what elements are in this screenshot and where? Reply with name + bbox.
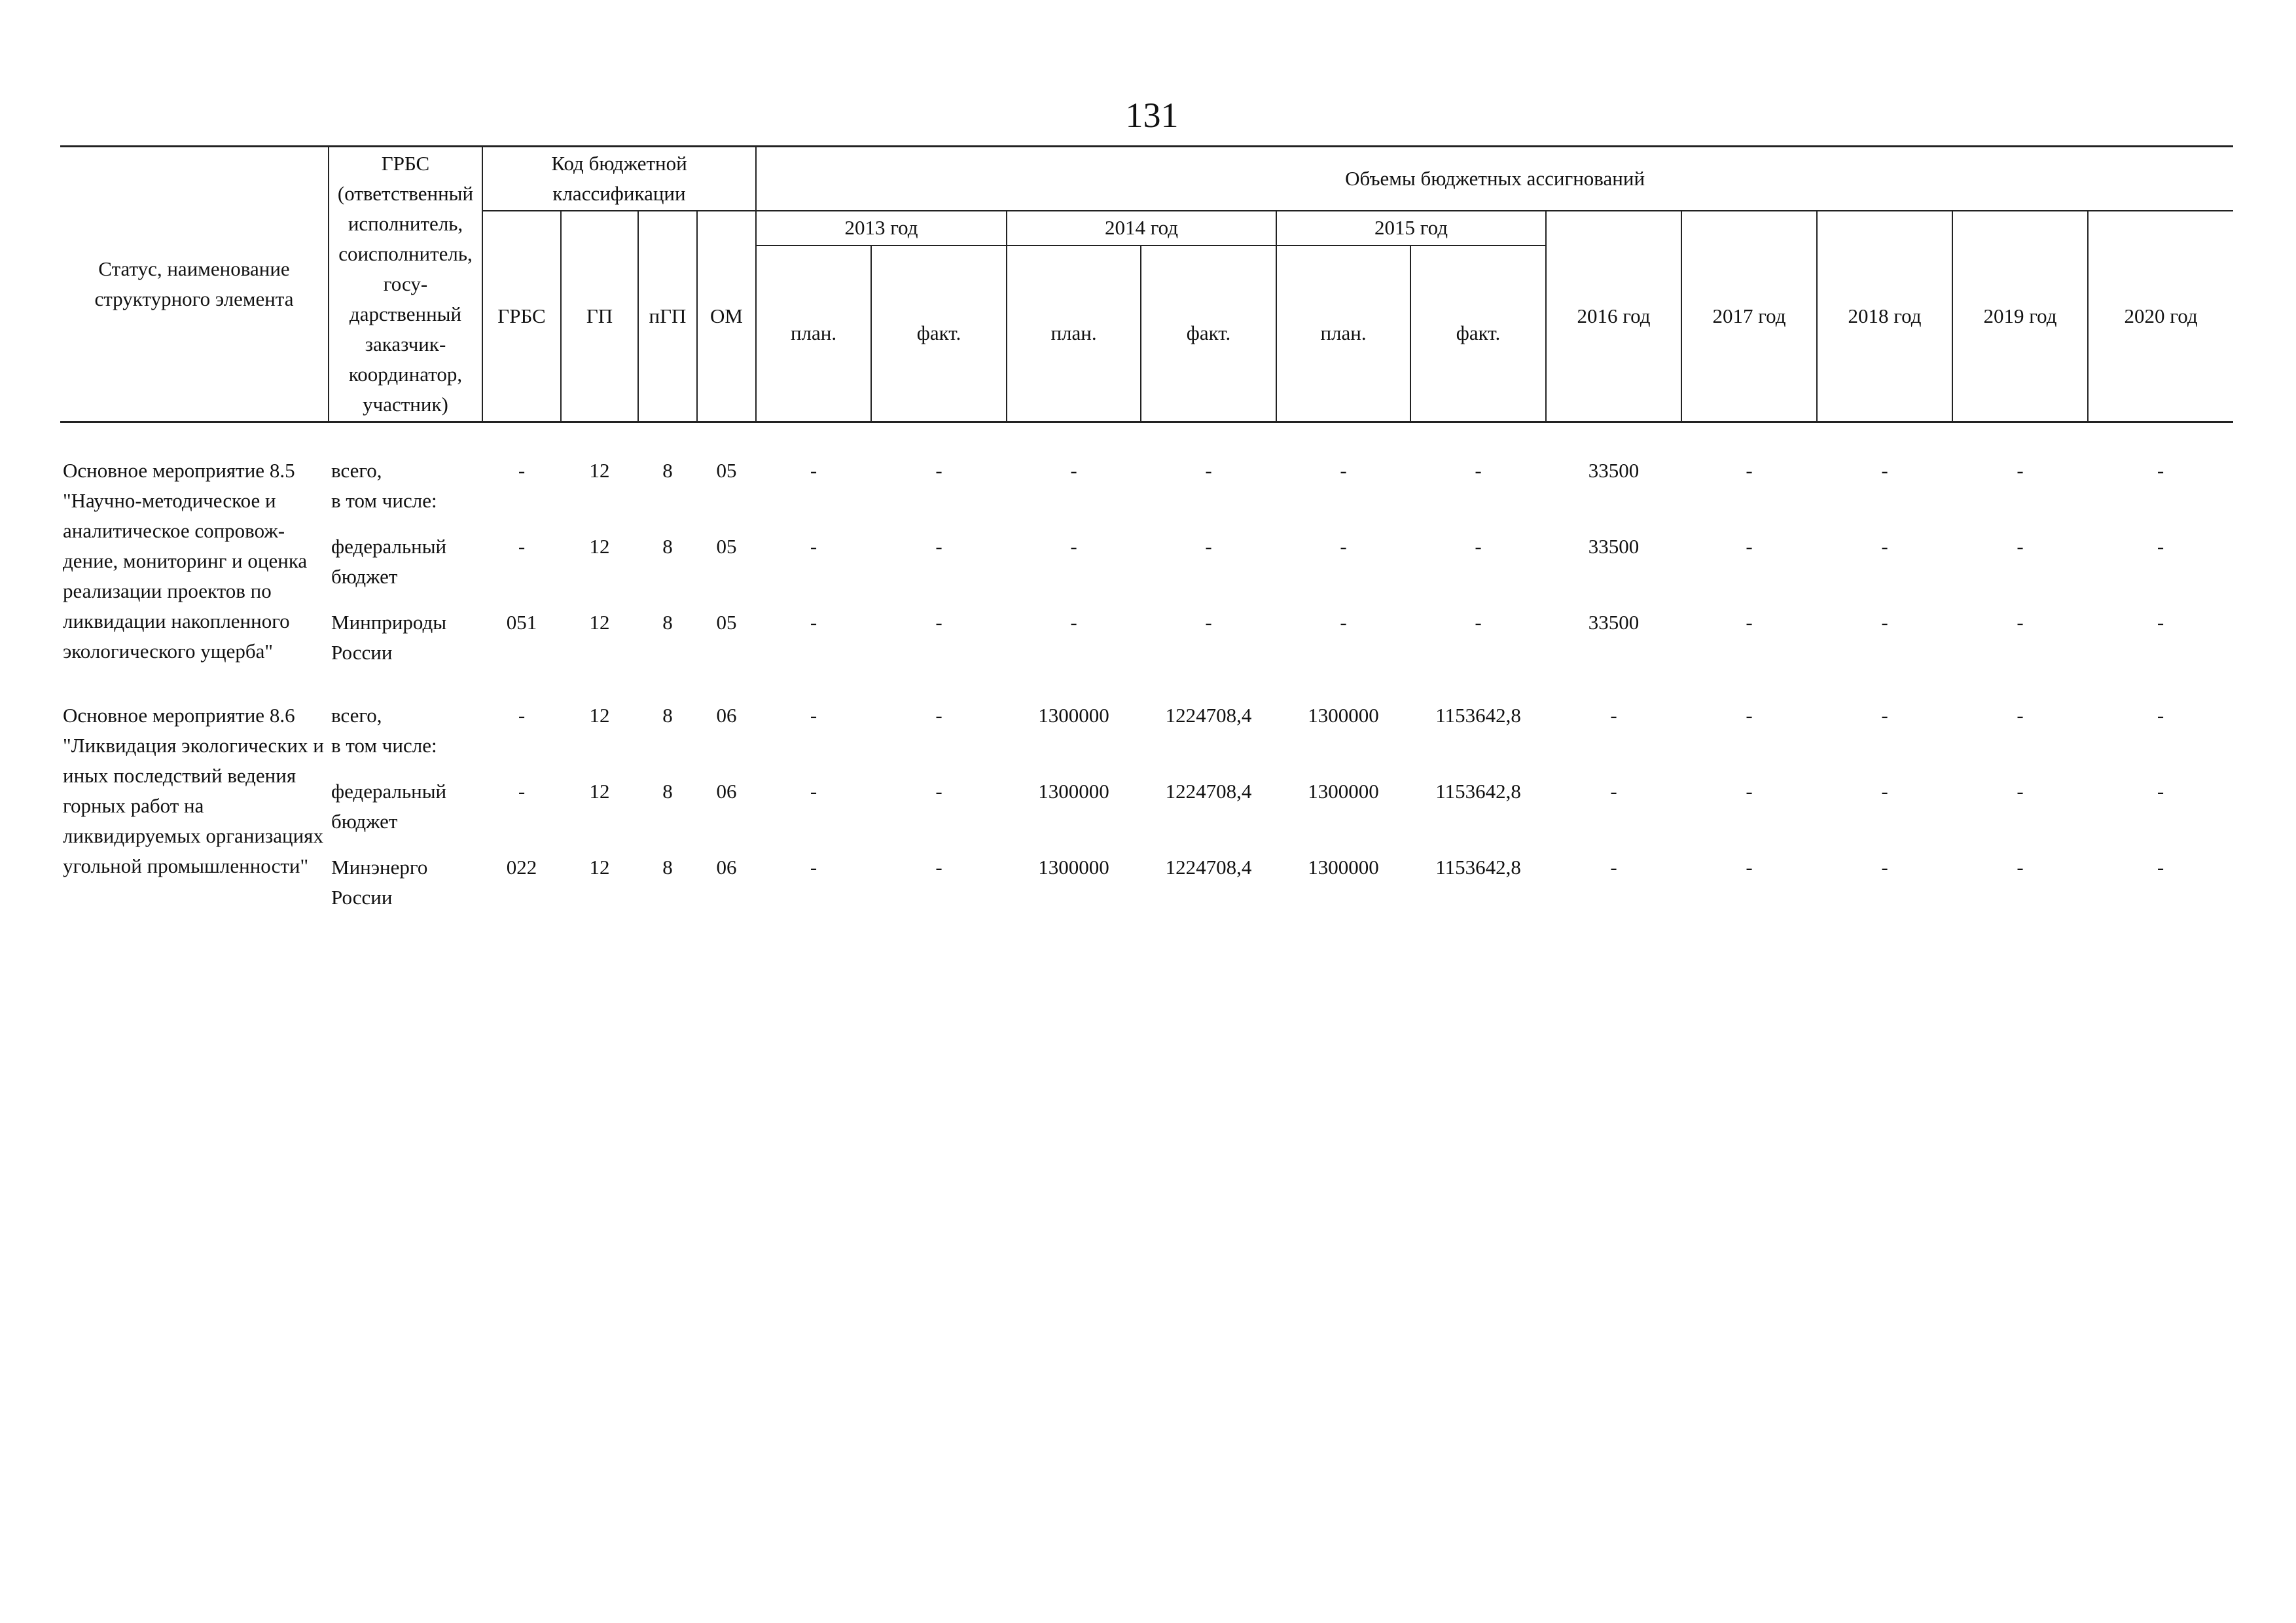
table-row [60, 486, 2233, 516]
value-cell: - [2157, 704, 2164, 727]
row-label-cell: федеральный бюджет [331, 780, 447, 833]
header-fact-2014: факт. [1141, 246, 1276, 422]
table-row [60, 668, 2233, 731]
value-cell: - [810, 535, 817, 558]
code-grbs-cell: - [518, 459, 526, 482]
value-cell: - [1070, 535, 1077, 558]
value-cell: 1153642,8 [1435, 704, 1521, 727]
budget-allocation-table [60, 145, 2233, 913]
header-year-2018: 2018 год [1817, 211, 1952, 422]
header-year-2015: 2015 год [1276, 211, 1546, 246]
value-cell: - [1746, 780, 1753, 803]
code-gp-cell: 12 [589, 780, 610, 803]
code-gp-cell: 12 [589, 459, 610, 482]
value-cell: - [1746, 704, 1753, 727]
value-cell: - [2017, 856, 2024, 879]
header-year-2017: 2017 год [1681, 211, 1817, 422]
value-cell: - [1475, 611, 1482, 634]
code-pgp-cell: 8 [662, 704, 673, 727]
value-cell: 33500 [1588, 611, 1640, 634]
value-cell: - [1746, 611, 1753, 634]
header-fact-2013: факт. [871, 246, 1007, 422]
value-cell: - [1070, 459, 1077, 482]
code-gp-cell: 12 [589, 535, 610, 558]
header-budget-volumes: Объемы бюджетных ассигнований [756, 147, 2233, 211]
empty-cell [482, 486, 2233, 516]
value-cell: - [1340, 611, 1347, 634]
value-cell: - [935, 459, 942, 482]
header-plan-2015: план. [1276, 246, 1410, 422]
event-name-cell: Основное мероприятие 8.5 "Научно-методическое и аналитическое сопровождение, мониторинг и оценка реализации проектов по ликвидации накопленного экологического ущерба" [63, 459, 308, 663]
value-cell: - [1881, 611, 1888, 634]
code-om-cell: 06 [716, 704, 737, 727]
header-code-pgp: пГП [638, 211, 697, 422]
table-row [60, 837, 2233, 913]
value-cell: 1224708,4 [1165, 704, 1252, 727]
value-cell: - [935, 535, 942, 558]
value-cell: - [1746, 535, 1753, 558]
value-cell: 1300000 [1308, 856, 1379, 879]
value-cell: - [2017, 535, 2024, 558]
value-cell: - [810, 704, 817, 727]
header-status: Статус, наименование структурного элемента [60, 147, 329, 422]
value-cell: - [1881, 780, 1888, 803]
value-cell: - [2017, 611, 2024, 634]
row-label-cell: Минэнерго России [331, 856, 428, 909]
table-row [60, 761, 2233, 837]
value-cell: 33500 [1588, 459, 1640, 482]
value-cell: - [2157, 856, 2164, 879]
value-cell: - [935, 611, 942, 634]
value-cell: - [2157, 611, 2164, 634]
value-cell: 1300000 [1038, 780, 1109, 803]
value-cell: - [1881, 704, 1888, 727]
value-cell: 1224708,4 [1165, 856, 1252, 879]
value-cell: - [1070, 611, 1077, 634]
header-code-om: ОМ [697, 211, 756, 422]
row-label-cell: всего, [331, 704, 382, 727]
value-cell: - [2157, 535, 2164, 558]
code-pgp-cell: 8 [662, 535, 673, 558]
value-cell: - [1205, 611, 1212, 634]
value-cell: - [1610, 780, 1617, 803]
value-cell: - [935, 856, 942, 879]
header-plan-2013: план. [756, 246, 871, 422]
value-cell: - [2017, 780, 2024, 803]
header-year-2020: 2020 год [2088, 211, 2233, 422]
value-cell: - [810, 611, 817, 634]
row-label-cell: Минприроды России [331, 611, 447, 664]
code-om-cell: 06 [716, 780, 737, 803]
code-gp-cell: 12 [589, 856, 610, 879]
empty-cell [482, 731, 2233, 761]
value-cell: 1300000 [1308, 704, 1379, 727]
code-gp-cell: 12 [589, 704, 610, 727]
value-cell: - [1881, 535, 1888, 558]
header-fact-2015: факт. [1410, 246, 1546, 422]
value-cell: - [1475, 459, 1482, 482]
value-cell: - [1881, 856, 1888, 879]
value-cell: - [1746, 856, 1753, 879]
value-cell: - [2157, 459, 2164, 482]
event-name-cell: Основное мероприятие 8.6 "Ликвидация экологических и иных последствий ведения горных работ на ликвидируемых организациях угольной промышленности" [63, 704, 324, 877]
value-cell: - [1205, 459, 1212, 482]
value-cell: 33500 [1588, 535, 1640, 558]
header-year-2014: 2014 год [1007, 211, 1276, 246]
code-pgp-cell: 8 [662, 856, 673, 879]
code-om-cell: 05 [716, 611, 737, 634]
header-code-gp: ГП [561, 211, 638, 422]
value-cell: - [1340, 535, 1347, 558]
code-grbs-cell: - [518, 704, 526, 727]
table-row [60, 516, 2233, 592]
code-pgp-cell: 8 [662, 459, 673, 482]
header-plan-2014: план. [1007, 246, 1141, 422]
code-om-cell: 05 [716, 459, 737, 482]
value-cell: 1153642,8 [1435, 780, 1521, 803]
code-grbs-cell: - [518, 535, 526, 558]
row-label-cell: всего, [331, 459, 382, 482]
value-cell: - [810, 780, 817, 803]
value-cell: - [810, 459, 817, 482]
row-label-cell: федеральный бюджет [331, 535, 447, 588]
table-body [60, 422, 2233, 913]
value-cell: - [2017, 704, 2024, 727]
table-row [60, 592, 2233, 668]
code-gp-cell: 12 [589, 611, 610, 634]
code-grbs-cell: - [518, 780, 526, 803]
table-header [60, 147, 2233, 422]
header-year-2019: 2019 год [1952, 211, 2088, 422]
page-number: 131 [1125, 96, 1179, 135]
header-code-grbs: ГРБС [482, 211, 561, 422]
value-cell: - [935, 704, 942, 727]
header-year-2013: 2013 год [756, 211, 1007, 246]
code-grbs-cell: 051 [506, 611, 537, 634]
value-cell: - [810, 856, 817, 879]
code-grbs-cell: 022 [506, 856, 537, 879]
row-label-cell: в том числе: [331, 734, 437, 757]
value-cell: - [1746, 459, 1753, 482]
code-pgp-cell: 8 [662, 780, 673, 803]
value-cell: - [2017, 459, 2024, 482]
value-cell: - [1610, 704, 1617, 727]
value-cell: - [1340, 459, 1347, 482]
code-pgp-cell: 8 [662, 611, 673, 634]
value-cell: - [1610, 856, 1617, 879]
code-om-cell: 05 [716, 535, 737, 558]
code-om-cell: 06 [716, 856, 737, 879]
table-row [60, 731, 2233, 761]
value-cell: - [1475, 535, 1482, 558]
value-cell: - [2157, 780, 2164, 803]
value-cell: 1300000 [1038, 704, 1109, 727]
value-cell: 1224708,4 [1165, 780, 1252, 803]
value-cell: - [1881, 459, 1888, 482]
table-row [60, 422, 2233, 486]
value-cell: - [1205, 535, 1212, 558]
value-cell: 1300000 [1038, 856, 1109, 879]
header-year-2016: 2016 год [1546, 211, 1681, 422]
value-cell: - [935, 780, 942, 803]
header-budget-code: Код бюджетной классификации [482, 147, 756, 211]
row-label-cell: в том числе: [331, 489, 437, 512]
header-grbs-executor: ГРБС (ответственный исполнитель, соисполнитель, государственный заказчик-координатор, участник) [329, 147, 482, 422]
value-cell: 1153642,8 [1435, 856, 1521, 879]
value-cell: 1300000 [1308, 780, 1379, 803]
